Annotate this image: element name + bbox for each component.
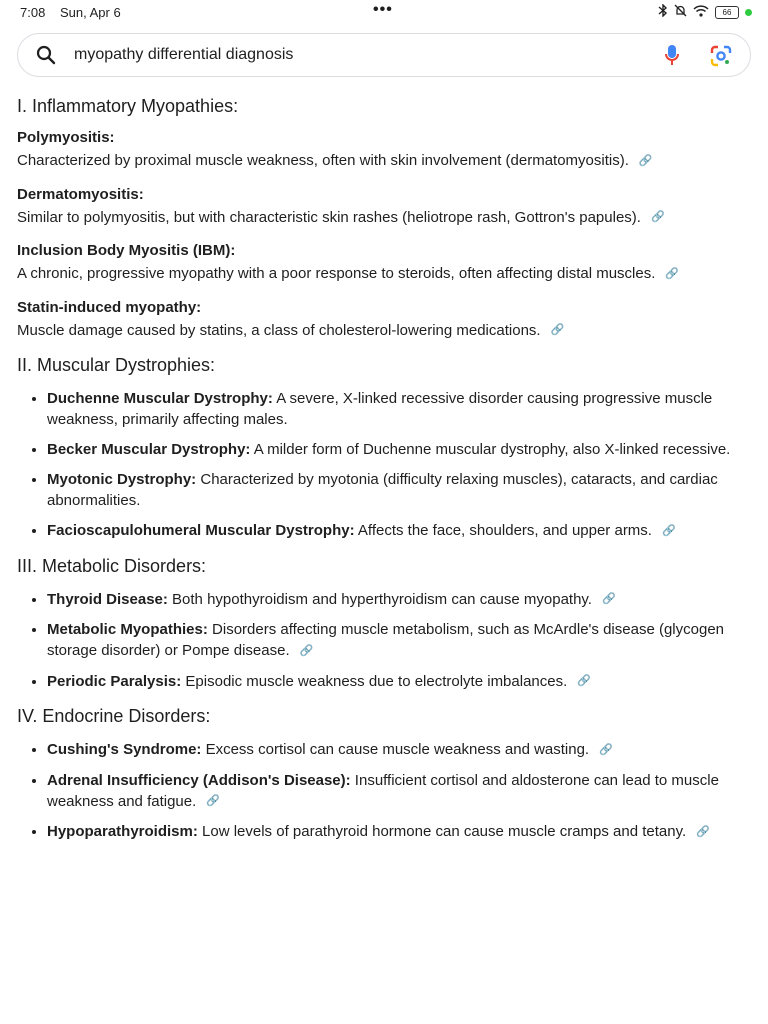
status-dot-icon (745, 9, 752, 16)
link-icon[interactable]: 🔗 (650, 211, 665, 224)
item-description (17, 263, 757, 285)
ai-overview-content (17, 96, 757, 857)
list-item (47, 739, 757, 761)
section-title-dystrophies: II. Muscular Dystrophies: (17, 355, 216, 376)
status-bar (0, 0, 768, 24)
google-lens-icon[interactable] (710, 45, 732, 72)
item-desc-text: Low levels of parathyroid hormone can cause muscle cramps and tetany. (197, 823, 687, 841)
item-name: Facioscapulohumeral Muscular Dystrophy: (47, 522, 355, 540)
more-dots-icon[interactable]: ••• (373, 1, 393, 18)
item-desc-text: Insufficient cortisol and aldosterone can lead to muscle weakness and fatigue. (47, 771, 719, 810)
list-item (47, 520, 757, 542)
search-input[interactable]: myopathy differential diagnosis (74, 46, 294, 63)
search-bar[interactable] (17, 33, 751, 77)
item-name: Thyroid Disease: (47, 590, 168, 608)
item-name: Metabolic Myopathies: (47, 621, 208, 639)
item-name: Myotonic Dystrophy: (47, 471, 197, 489)
item-desc-text: Characterized by myotonia (difficulty relaxing muscles), cataracts, and cardiac abnormalities. (47, 471, 718, 510)
list-item (47, 388, 757, 430)
link-icon[interactable]: 🔗 (696, 825, 710, 838)
item-desc-text: Similar to polymyositis, but with characteristic skin rashes (heliotrope rash, Gottron's papules). (17, 208, 641, 226)
item-name: Becker Muscular Dystrophy: (47, 441, 251, 459)
bluetooth-icon (658, 4, 668, 20)
item-desc-text: Both hypothyroidism and hyperthyroidism can cause myopathy. (167, 590, 592, 608)
item-description (17, 207, 757, 229)
item-desc-text: A milder form of Duchenne muscular dystrophy, also X-linked recessive. (250, 441, 731, 459)
item-desc-text: Excess cortisol can cause muscle weakness and wasting. (201, 741, 590, 759)
item-desc-text: Characterized by proximal muscle weakness, often with skin involvement (dermatomyositis). (17, 152, 629, 169)
link-icon[interactable]: 🔗 (599, 743, 613, 756)
list-item (47, 770, 757, 813)
item-name: Periodic Paralysis: (47, 672, 182, 690)
item-name: Inclusion Body Myositis (IBM): (17, 242, 236, 260)
item-desc-text: Disorders affecting muscle metabolism, such as McArdle's disease (glycogen storage disorder) or Pompe disease. (47, 621, 724, 660)
section-title-endocrine: IV. Endocrine Disorders: (17, 706, 211, 727)
link-icon[interactable]: 🔗 (299, 644, 314, 657)
item-name: Hypoparathyroidism: (47, 823, 198, 841)
status-date: Sun, Apr 6 (60, 5, 121, 20)
search-icon[interactable] (36, 45, 56, 70)
link-icon[interactable]: 🔗 (665, 267, 680, 280)
section-title-metabolic: III. Metabolic Disorders: (17, 555, 207, 576)
battery-icon: 66 (715, 6, 739, 19)
item-desc-text: A severe, X-linked recessive disorder causing progressive muscle weakness, primarily affecting males. (47, 390, 713, 429)
link-icon[interactable]: 🔗 (577, 675, 591, 688)
list-item (47, 589, 757, 611)
list-item (47, 439, 757, 460)
item-name: Adrenal Insufficiency (Addison's Disease): (47, 771, 351, 789)
link-icon[interactable]: 🔗 (601, 593, 616, 606)
list (17, 739, 757, 843)
link-icon[interactable]: 🔗 (206, 795, 220, 808)
item-desc-text: Affects the face, shoulders, and upper arms. (354, 522, 652, 540)
item-name: Duchenne Muscular Dystrophy: (47, 390, 273, 408)
list (17, 388, 757, 542)
item-name: Polymyositis: (17, 129, 115, 146)
link-icon[interactable]: 🔗 (661, 524, 676, 537)
section-title-inflammatory: I. Inflammatory Myopathies: (17, 96, 239, 116)
link-icon[interactable]: 🔗 (638, 154, 653, 167)
item-desc-text: Muscle damage caused by statins, a class of cholesterol-lowering medications. (17, 321, 541, 339)
item-description (17, 150, 757, 172)
item-name: Statin-induced myopathy: (17, 298, 202, 316)
link-icon[interactable]: 🔗 (550, 324, 565, 337)
list-item (47, 671, 757, 693)
item-desc-text: A chronic, progressive myopathy with a poor response to steroids, often affecting distal muscles. (17, 265, 656, 283)
mic-icon[interactable] (664, 44, 680, 73)
list (17, 589, 757, 693)
list-item (47, 619, 757, 662)
item-name: Cushing's Syndrome: (47, 741, 202, 759)
list-item (47, 821, 757, 843)
item-description (17, 320, 757, 342)
item-desc-text: Episodic muscle weakness due to electrolyte imbalances. (181, 672, 568, 690)
item-name: Dermatomyositis: (17, 185, 144, 203)
status-icons (658, 4, 752, 20)
status-time: 7:08 (20, 5, 46, 20)
list-item (47, 469, 757, 511)
notifications-off-icon (674, 4, 687, 20)
wifi-icon (693, 5, 709, 20)
